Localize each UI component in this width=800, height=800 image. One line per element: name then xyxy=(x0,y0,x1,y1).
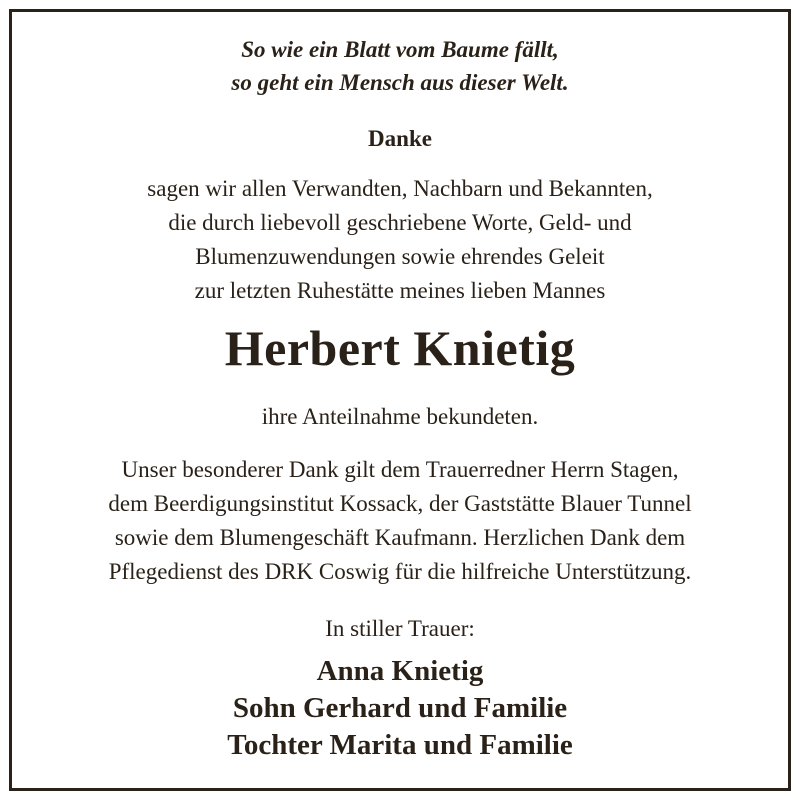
special-thanks-line-4: Pflegedienst des DRK Coswig für die hilfreiche Unterstützung. xyxy=(108,559,692,584)
thanks-text-line-3: Blumenzuwendungen sowie ehrendes Geleit xyxy=(195,244,605,269)
deceased-name: Herbert Knietig xyxy=(224,320,576,376)
verse-line-1: So wie ein Blatt vom Baume fällt, xyxy=(241,37,559,62)
verse-line-2: so geht ein Mensch aus dieser Welt. xyxy=(231,70,569,95)
special-thanks-line-3: sowie dem Blumengeschäft Kaufmann. Herzlichen Dank dem xyxy=(114,525,686,550)
special-thanks-line-2: dem Beerdigungsinstitut Kossack, der Gaststätte Blauer Tunnel xyxy=(108,491,692,516)
special-thanks-line-1: Unser besonderer Dank gilt dem Trauerredner Herrn Stagen, xyxy=(121,457,679,482)
mourner-name-3: Tochter Marita und Familie xyxy=(227,729,573,761)
thanks-text-line-1: sagen wir allen Verwandten, Nachbarn und Bekannten, xyxy=(147,176,653,201)
thanks-heading: Danke xyxy=(368,126,432,151)
mourner-name-1: Anna Knietig xyxy=(316,655,484,687)
thanks-text-line-4: zur letzten Ruhestätte meines lieben Mannes xyxy=(194,278,606,303)
mourner-name-2: Sohn Gerhard und Familie xyxy=(232,692,568,724)
obituary-thank-you-notice xyxy=(9,9,791,791)
condolence-line: ihre Anteilnahme bekundeten. xyxy=(261,404,539,429)
mourning-label: In stiller Trauer: xyxy=(325,616,475,641)
thanks-text-line-2: die durch liebevoll geschriebene Worte, Geld- und xyxy=(168,210,632,235)
